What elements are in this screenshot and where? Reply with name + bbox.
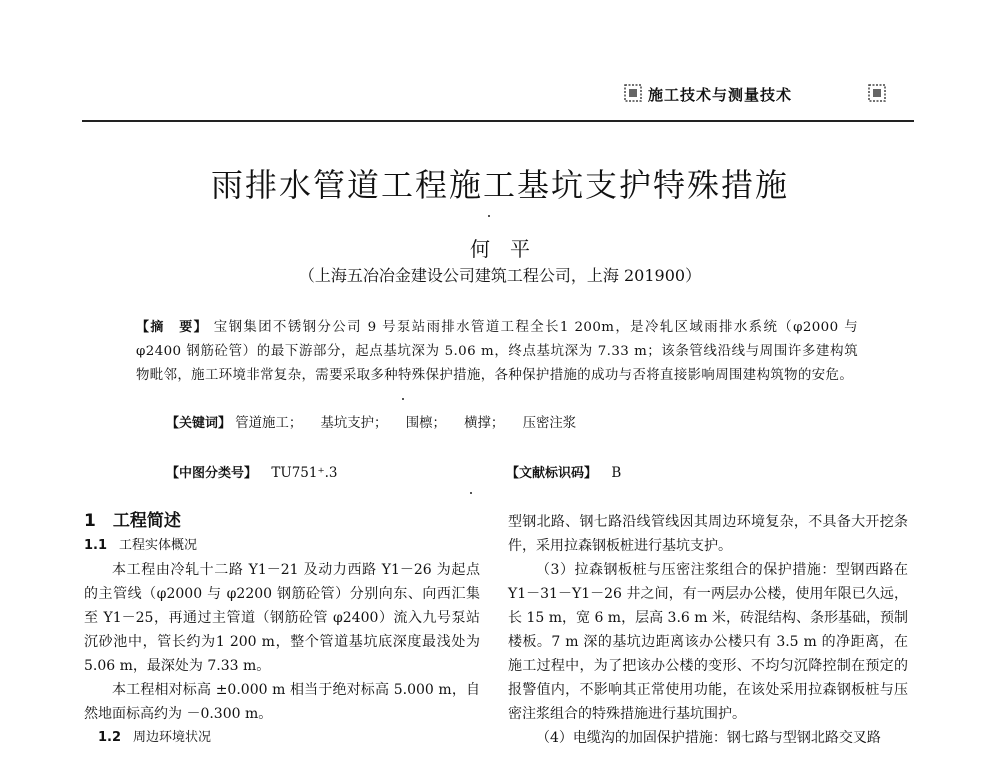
author-name: 何 平: [470, 237, 530, 261]
right-column: [508, 510, 908, 750]
subsection-number: 1.2: [98, 730, 122, 745]
paper-title: 雨排水管道工程施工基坑支护特殊措施: [210, 166, 789, 204]
header-rule: [82, 120, 914, 122]
scan-speck: [402, 398, 404, 400]
paragraph: （4）电缆沟的加固保护措施：钢七路与型钢北路交叉路: [536, 730, 881, 746]
subsection-heading: [84, 534, 480, 558]
subsection-title: 周边环境状况: [133, 730, 212, 745]
document-code-label: 【文献标识码】: [506, 466, 598, 481]
subsection-heading: [84, 726, 480, 750]
section-heading: 1 工程简述: [84, 511, 181, 531]
author-affiliation: （上海五冶冶金建设公司建筑工程公司，上海 201900）: [298, 266, 702, 285]
paragraph: （3）拉森钢板桩与压密注浆组合的保护措施：型钢西路在 Y1－31－Y1－26 井之间，有一两层办公楼，使用年限已久远，长 15 m，宽 6 m，层高 3.6 m 米，砖混结构、条形基础，预制楼板。7 m 深的基坑边距离该办公楼只有 3.5 m 的净距离，在施工过程中，为了把该办公楼的变形、不均匀沉降控制在预定的报警值内，不影响其正常使用功能，在该处采用拉森钢板桩与压密注浆组合的特殊措施进行基坑围护。: [508, 562, 908, 722]
scan-speck: [488, 215, 490, 217]
subsection-number: 1.1: [84, 538, 108, 553]
paragraph: 型钢北路、钢七路沿线管线因其周边环境复杂，不具备大开挖条件，采用拉森钢板桩进行基坑支护。: [508, 514, 908, 554]
paragraph: 本工程由冷轧十二路 Y1－21 及动力西路 Y1－26 为起点的主管线（φ2000 与 φ2200 钢筋砼管）分别向东、向西汇集至 Y1－25，再通过主管道（钢筋砼管 φ2400）流入九号泵站沉砂池中，管长约为1 200 m，整个管道基坑底深度最浅处为 5.06 m，最深处为 7.33 m。: [84, 562, 480, 674]
clc-code: [166, 462, 337, 481]
header-right-ornament-icon: [866, 82, 888, 104]
left-column: [84, 508, 480, 750]
document-code: [506, 462, 621, 481]
scan-speck: [470, 492, 472, 494]
abstract: [136, 316, 858, 388]
clc-value: TU751⁺.3: [271, 465, 338, 481]
abstract-text: 宝钢集团不锈钢分公司 9 号泵站雨排水管道工程全长1 200m，是冷轧区域雨排水系统（φ2000 与 φ2400 钢筋砼管）的最下游部分，起点基坑深为 5.06 m，终点基坑深为 7.33 m；该条管线沿线与周围许多建构筑物毗邻，施工环境非常复杂，需要采取多种特殊保护措施，各种保护措施的成功与否将直接影响周围建构筑物的安危。: [136, 320, 858, 383]
keyword-item: 横撑；: [464, 416, 505, 431]
clc-label: 【中图分类号】: [166, 466, 258, 481]
keyword-item: 管道施工；: [235, 416, 303, 431]
abstract-label: 【摘 要】: [136, 320, 209, 335]
keyword-item: 压密注浆: [522, 416, 577, 431]
header-left-ornament-icon: [622, 82, 644, 104]
journal-section-title: 施工技术与测量技术: [648, 86, 793, 104]
keywords-label: 【关键词】: [166, 416, 232, 431]
keyword-item: 基坑支护；: [320, 416, 388, 431]
subsection-title: 工程实体概况: [119, 538, 198, 553]
keywords: [166, 412, 590, 436]
keyword-item: 围檩；: [405, 416, 446, 431]
paragraph: 本工程相对标高 ±0.000 m 相当于绝对标高 5.000 m，自然地面标高约为 －0.300 m。: [84, 682, 480, 722]
document-code-value: B: [611, 465, 622, 481]
